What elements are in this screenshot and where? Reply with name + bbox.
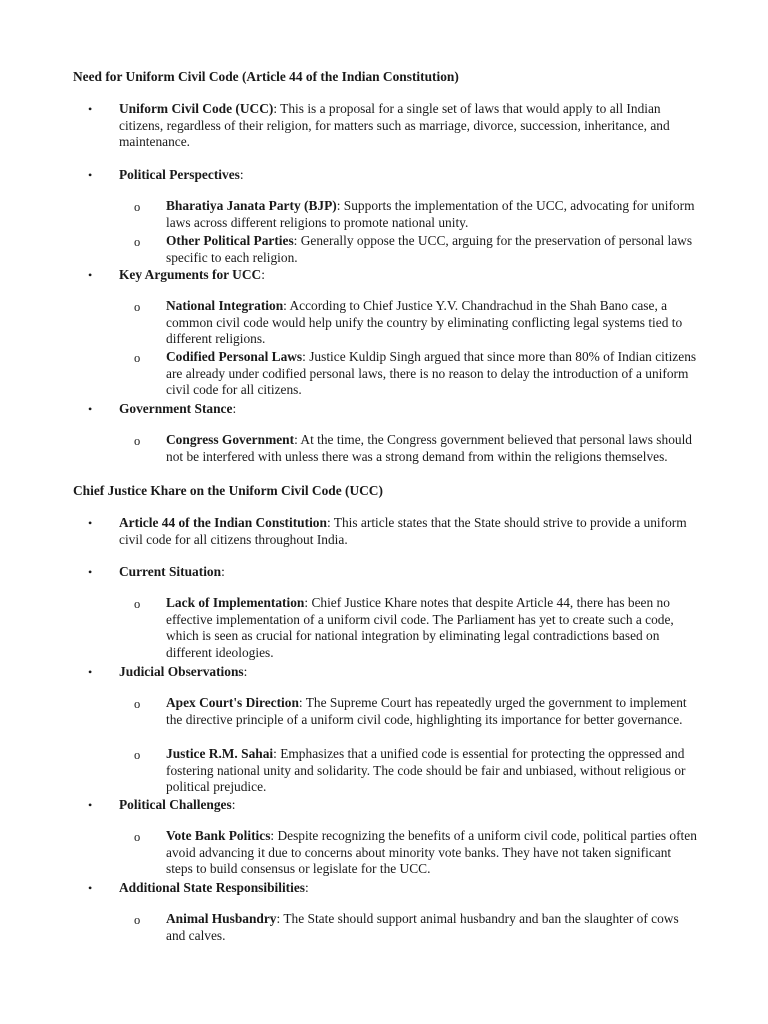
item-text: : xyxy=(232,401,237,416)
sub-bullet-marker: o xyxy=(134,200,141,214)
item-text: : This article states that the State should strive to provide a uniform civil code for all citizens throughout India. xyxy=(119,515,687,547)
bullet-marker: • xyxy=(88,665,93,679)
section-heading-khare-on-ucc: Chief Justice Khare on the Uniform Civil Code (UCC) xyxy=(73,483,383,498)
bullet-item-key-arguments xyxy=(119,267,699,284)
item-text: : Supports the implementation of the UCC, advocating for uniform laws across different religions to promote national unity. xyxy=(166,198,695,230)
item-term: Article 44 of the Indian Constitution xyxy=(119,515,327,530)
sub-bullet-marker: o xyxy=(134,830,141,844)
item-term: Political Challenges xyxy=(119,797,232,812)
item-text: : The State should support animal husbandry and ban the slaughter of cows and calves. xyxy=(166,911,679,943)
item-term: National Integration xyxy=(166,298,284,313)
item-term: Key Arguments for UCC xyxy=(119,267,262,282)
bullet-marker: • xyxy=(88,881,93,895)
item-text: : According to Chief Justice Y.V. Chandrachud in the Shah Bano case, a common civil code would help unify the country by eliminating conflicting legal systems tied to different religions. xyxy=(166,298,683,347)
item-term: Government Stance xyxy=(119,401,233,416)
sub-bullet-marker: o xyxy=(134,300,141,314)
sub-bullet-marker: o xyxy=(134,351,141,365)
item-text: : xyxy=(305,880,309,895)
sub-item-animal-husbandry xyxy=(166,911,698,944)
item-term: Justice R.M. Sahai xyxy=(166,746,274,761)
sub-bullet-marker: o xyxy=(134,434,141,448)
bullet-marker: • xyxy=(88,798,93,812)
sub-item-lack-of-implementation xyxy=(166,595,698,661)
item-term: Animal Husbandry xyxy=(166,911,277,926)
sub-item-codified-laws xyxy=(166,349,698,399)
bullet-marker: • xyxy=(88,565,93,579)
item-term: Uniform Civil Code (UCC) xyxy=(119,101,274,116)
item-text: : The Supreme Court has repeatedly urged the government to implement the directive principle of a uniform civil code, highlighting its importance for better governance. xyxy=(166,695,687,727)
item-text: : xyxy=(261,267,265,282)
item-term: Current Situation xyxy=(119,564,222,579)
bullet-marker: • xyxy=(88,516,93,530)
bullet-item-ucc xyxy=(119,101,699,151)
bullet-item-political-perspectives xyxy=(119,167,699,184)
item-term: Congress Government xyxy=(166,432,295,447)
sub-bullet-marker: o xyxy=(134,913,141,927)
bullet-marker: • xyxy=(88,268,93,282)
bullet-item-government-stance xyxy=(119,401,699,418)
section-heading-need-for-ucc: Need for Uniform Civil Code (Article 44 of the Indian Constitution) xyxy=(73,69,459,84)
sub-bullet-marker: o xyxy=(134,748,141,762)
item-term: Bharatiya Janata Party (BJP) xyxy=(166,198,337,213)
sub-item-apex-court xyxy=(166,695,698,728)
bullet-marker: • xyxy=(88,402,93,416)
item-text: : At the time, the Congress government believed that personal laws should not be interfered with unless there was a strong demand from within the religions themselves. xyxy=(166,432,692,464)
sub-item-vote-bank xyxy=(166,828,698,878)
sub-item-justice-sahai xyxy=(166,746,698,796)
sub-item-other-parties xyxy=(166,233,698,266)
item-term: Codified Personal Laws xyxy=(166,349,303,364)
bullet-item-judicial-observations xyxy=(119,664,699,681)
bullet-marker: • xyxy=(88,168,93,182)
sub-bullet-marker: o xyxy=(134,597,141,611)
bullet-marker: • xyxy=(88,102,93,116)
item-term: Additional State Responsibilities xyxy=(119,880,306,895)
item-term: Lack of Implementation xyxy=(166,595,305,610)
item-text: : xyxy=(239,167,244,182)
sub-item-bjp xyxy=(166,198,698,231)
item-text: : Despite recognizing the benefits of a uniform civil code, political parties often avoid advancing it due to concerns about minority vote banks. They have not taken significant steps to build consensus or legislate for the UCC. xyxy=(166,828,697,877)
item-text: : This is a proposal for a single set of laws that would apply to all Indian citizens, regardless of their religion, for matters such as marriage, divorce, succession, inheritance, and maintenance. xyxy=(119,101,670,150)
item-text: : xyxy=(231,797,236,812)
item-text: : xyxy=(221,564,225,579)
bullet-item-state-responsibilities xyxy=(119,880,699,897)
item-term: Apex Court's Direction xyxy=(166,695,299,710)
item-term: Judicial Observations xyxy=(119,664,244,679)
bullet-item-political-challenges xyxy=(119,797,699,814)
item-term: Political Perspectives xyxy=(119,167,240,182)
bullet-item-article-44 xyxy=(119,515,699,548)
item-term: Other Political Parties xyxy=(166,233,294,248)
item-text: : Justice Kuldip Singh argued that since more than 80% of Indian citizens are already under codified personal laws, there is no reason to delay the introduction of a uniform civil code for all citizens. xyxy=(166,349,697,398)
item-text: : Emphasizes that a unified code is essential for protecting the oppressed and fostering national unity and solidarity. The code should be fair and unbiased, without religious or political prejudice. xyxy=(166,746,686,795)
bullet-item-current-situation xyxy=(119,564,699,581)
sub-bullet-marker: o xyxy=(134,235,141,249)
item-text: : Chief Justice Khare notes that despite Article 44, there has been no effective implementation of a uniform civil code. The Parliament has yet to create such a code, which is seen as crucial for national integration by eliminating legal contradictions based on different ideologies. xyxy=(166,595,674,660)
sub-bullet-marker: o xyxy=(134,697,141,711)
item-term: Vote Bank Politics xyxy=(166,828,271,843)
item-text: : xyxy=(243,664,248,679)
sub-item-congress-government xyxy=(166,432,698,465)
item-text: : Generally oppose the UCC, arguing for the preservation of personal laws specific to each religion. xyxy=(166,233,693,265)
sub-item-national-integration xyxy=(166,298,698,348)
